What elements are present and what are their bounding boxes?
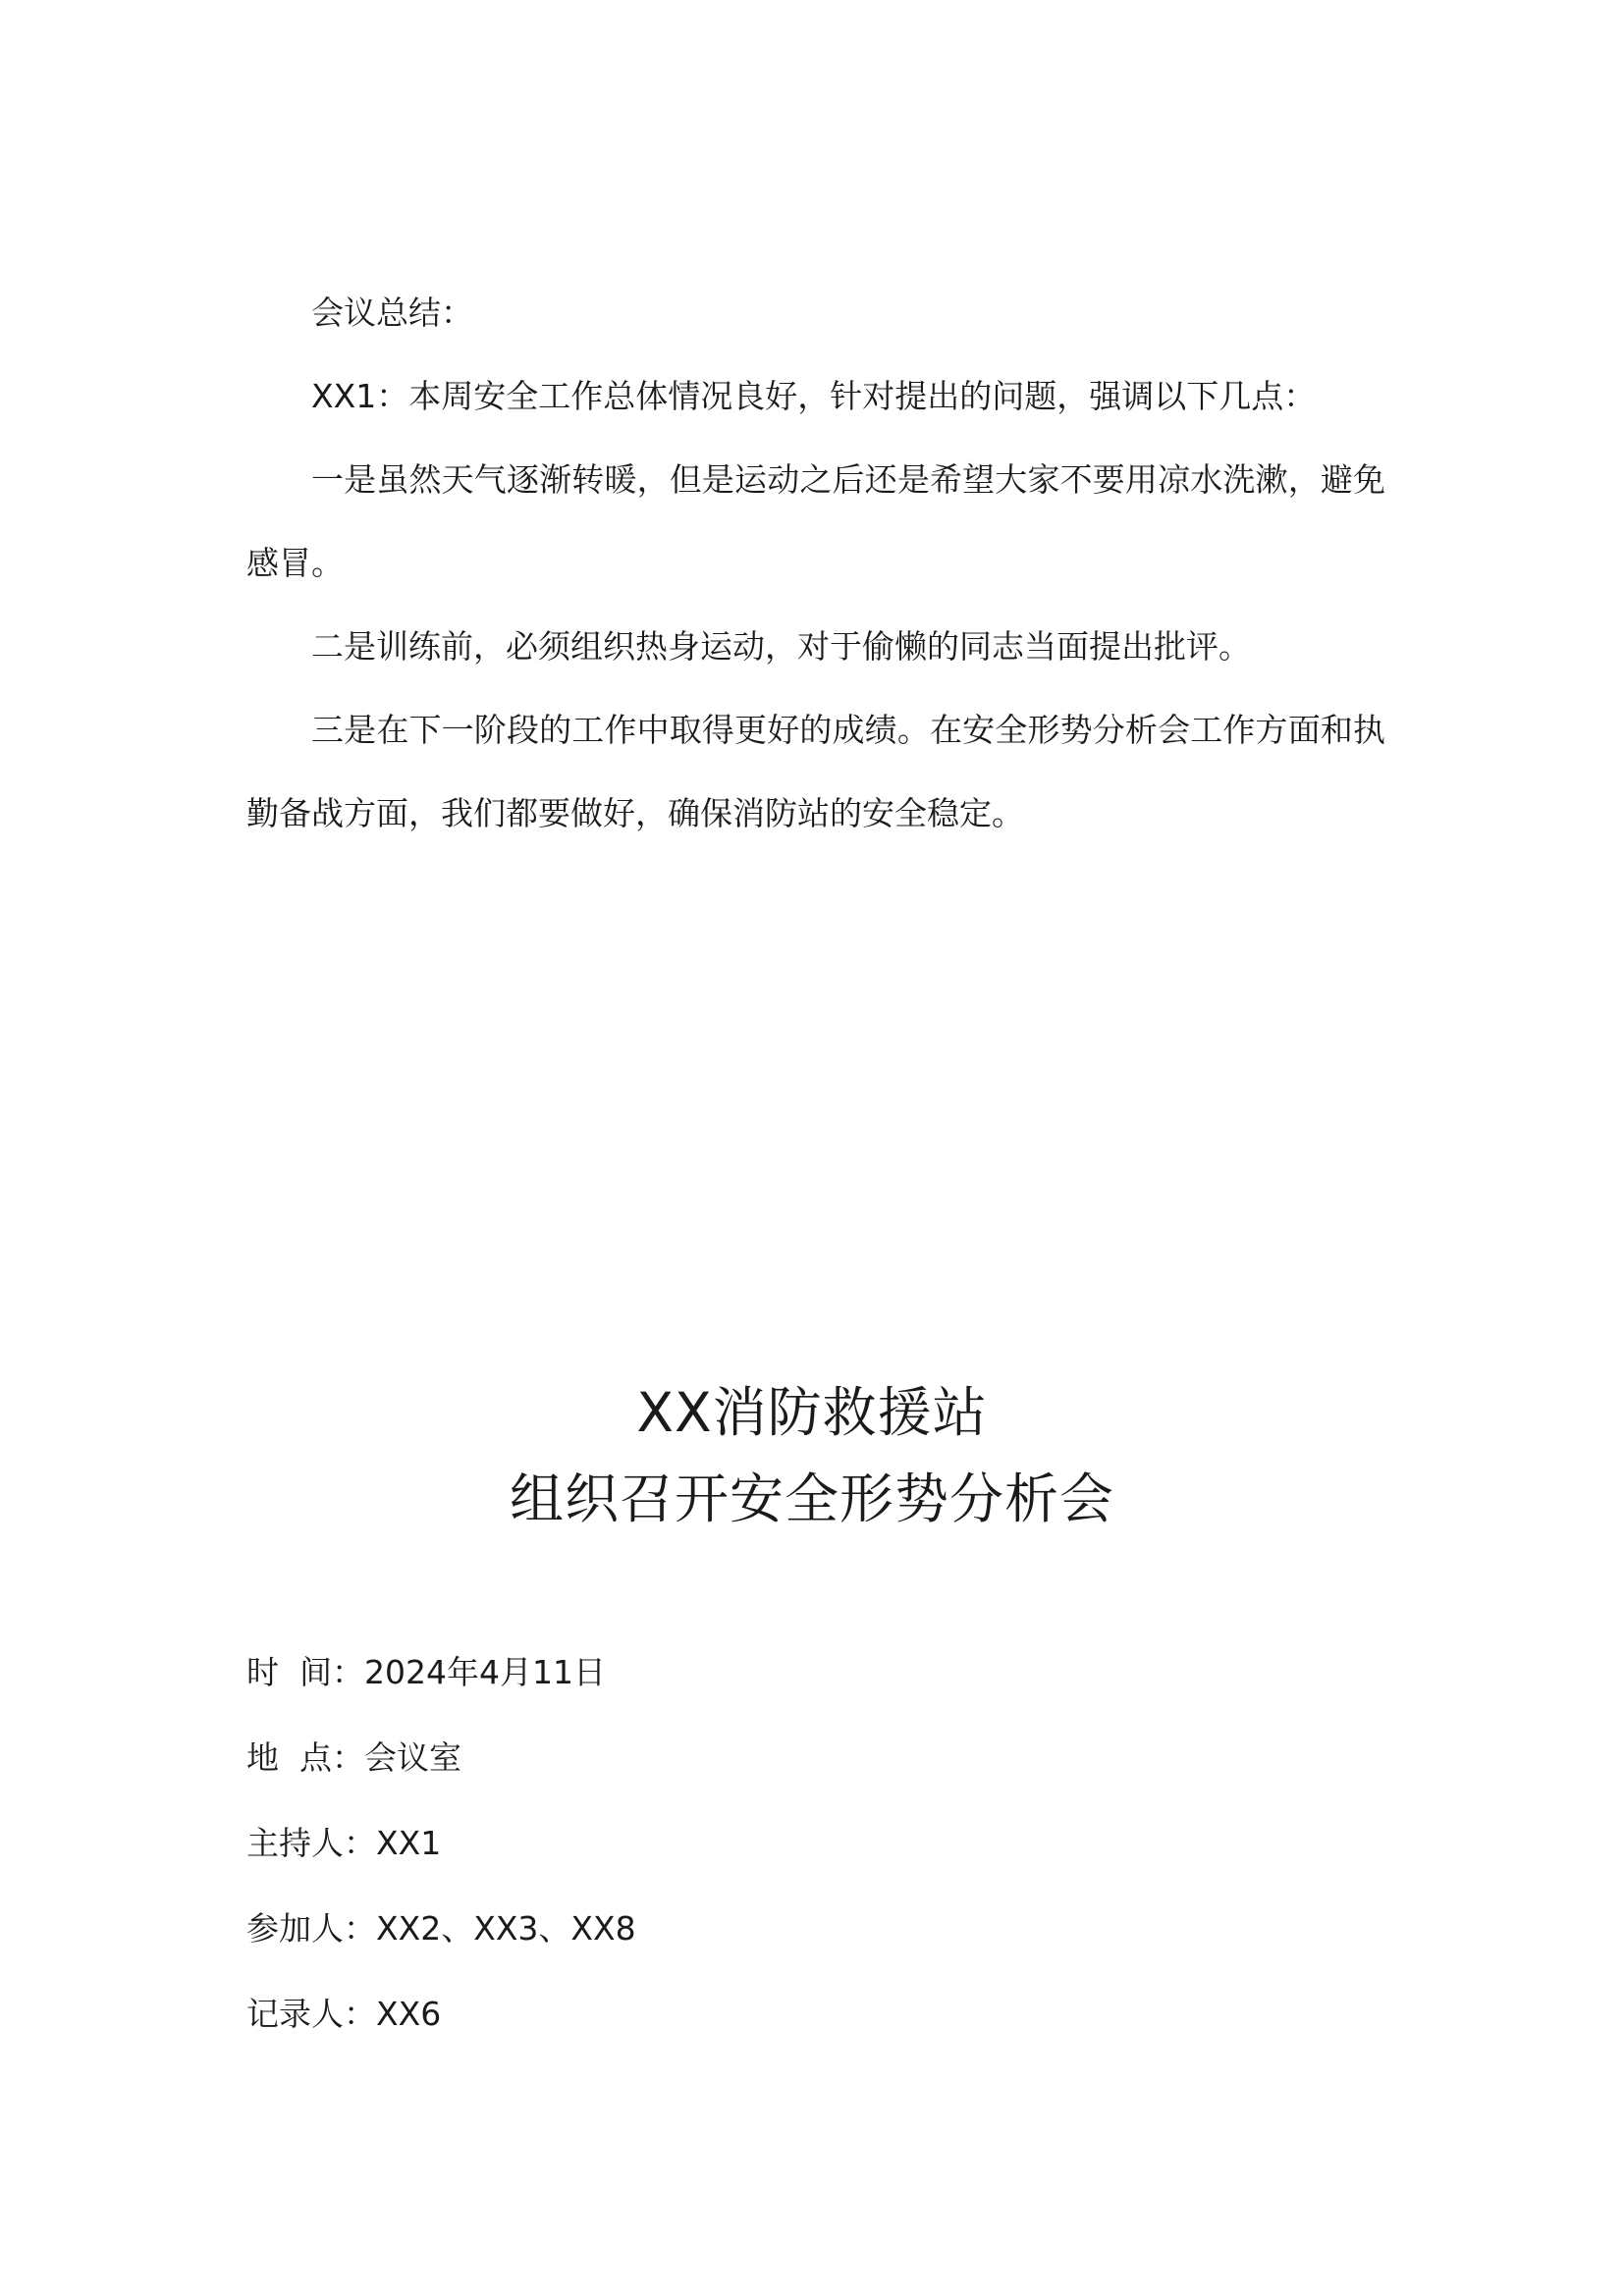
summary-paragraph: 一是虽然天气逐渐转暖，但是运动之后还是希望大家不要用凉水洗漱，避免感冒。 [246, 460, 1385, 582]
summary-paragraph: XX1：本周安全工作总体情况良好，针对提出的问题，强调以下几点： [311, 377, 1317, 415]
meeting-participants: 参加人：XX2、XX3、XX8 [246, 1909, 636, 1948]
meeting-host: 主持人：XX1 [246, 1824, 442, 1862]
summary-paragraph: 二是训练前，必须组织热身运动，对于偷懒的同志当面提出批评。 [311, 627, 1251, 666]
meeting-summary-section [246, 271, 1385, 855]
summary-paragraph: 三是在下一阶段的工作中取得更好的成绩。在安全形势分析会工作方面和执勤备战方面，我们都要做好，确保消防站的安全稳定。 [246, 711, 1385, 832]
meeting-recorder: 记录人：XX6 [246, 1995, 442, 2033]
meeting-time: 时 间：2024年4月11日 [246, 1653, 606, 1691]
title-line-meeting: 组织召开安全形势分析会 [509, 1468, 1114, 1530]
title-line-station: XX消防救援站 [636, 1381, 988, 1444]
document-title [0, 1369, 1624, 1542]
summary-heading: 会议总结： [311, 294, 473, 332]
meeting-place: 地 点：会议室 [246, 1738, 461, 1777]
meeting-info [246, 1629, 1385, 2056]
